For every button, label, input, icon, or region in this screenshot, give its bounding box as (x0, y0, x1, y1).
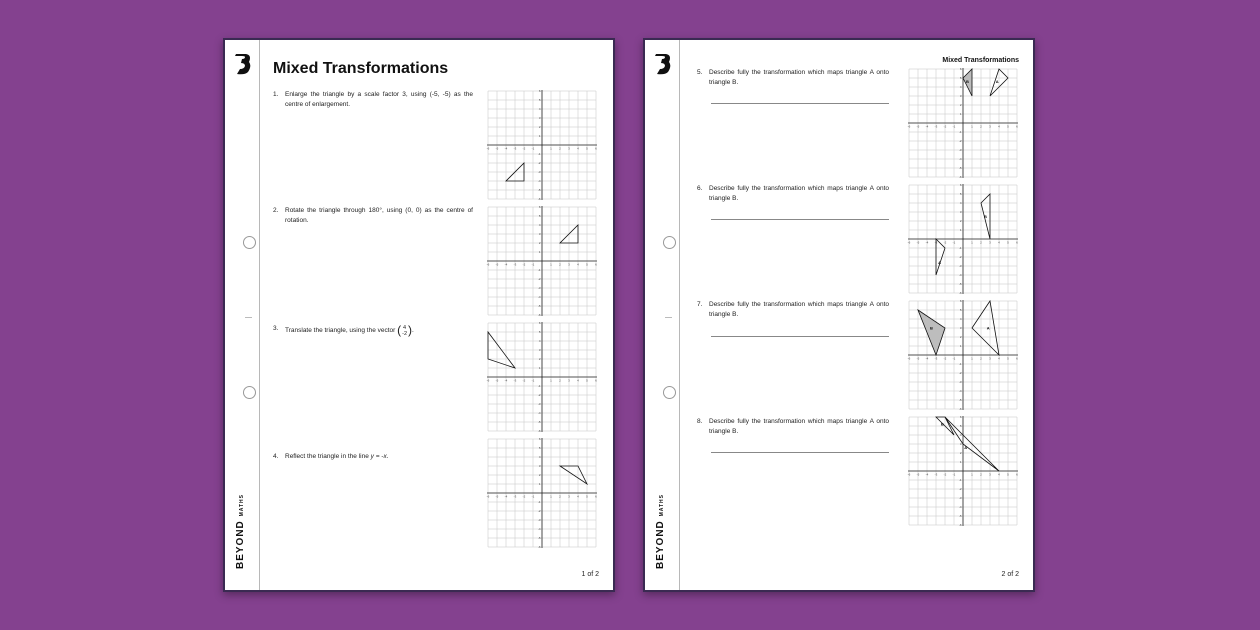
x-tick-label: -2 (522, 146, 526, 151)
y-tick-label: -2 (537, 509, 541, 513)
x-tick-label: -2 (522, 262, 526, 267)
x-tick-label: -1 (531, 494, 535, 499)
y-tick-label: -4 (537, 527, 541, 531)
y-tick-label: 3 (538, 348, 541, 352)
x-tick-label: 5 (1007, 240, 1009, 245)
coordinate-grid-2 (487, 206, 597, 316)
x-tick-label: -5 (495, 146, 499, 151)
y-tick-label: 2 (959, 103, 962, 107)
x-tick-label: -3 (934, 124, 938, 129)
y-tick-label: -2 (537, 277, 541, 281)
y-tick-label: -2 (537, 393, 541, 397)
y-tick-label: -2 (537, 161, 541, 165)
x-tick-label: -3 (934, 240, 938, 245)
y-tick-label: -6 (958, 407, 962, 411)
x-tick-label: 2 (559, 494, 561, 499)
triangle-label: B (940, 421, 944, 427)
x-tick-label: -5 (916, 240, 920, 245)
y-tick-label: -1 (537, 384, 541, 388)
y-tick-label: -1 (958, 478, 962, 482)
brand-wordmark: BEYOND MATHS (655, 494, 666, 569)
y-tick-label: -5 (958, 166, 962, 170)
y-tick-label: -4 (958, 389, 962, 393)
y-tick-label: -6 (537, 545, 541, 549)
x-tick-label: 5 (586, 146, 588, 151)
fold-mark (245, 317, 252, 318)
coordinate-grid-3 (487, 322, 597, 432)
x-tick-label: -6 (486, 262, 490, 267)
y-tick-label: 3 (959, 210, 962, 214)
x-tick-label: -5 (916, 124, 920, 129)
x-tick-label: -4 (925, 356, 929, 361)
x-tick-label: -2 (522, 494, 526, 499)
x-tick-label: 3 (989, 124, 991, 129)
x-tick-label: 4 (577, 378, 579, 383)
x-tick-label: 4 (998, 472, 1000, 477)
y-tick-label: 5 (959, 424, 962, 428)
y-tick-label: 4 (538, 339, 541, 343)
x-tick-label: -2 (943, 356, 947, 361)
x-tick-label: -2 (943, 240, 947, 245)
y-tick-label: 3 (959, 442, 962, 446)
x-tick-label: -3 (513, 262, 517, 267)
y-tick-label: 5 (959, 192, 962, 196)
y-tick-label: -5 (958, 514, 962, 518)
y-tick-label: 5 (959, 76, 962, 80)
x-tick-label: 3 (568, 146, 570, 151)
x-tick-label: -3 (513, 146, 517, 151)
x-tick-label: -2 (943, 124, 947, 129)
y-tick-label: 6 (959, 183, 962, 187)
punch-hole (243, 386, 256, 399)
x-tick-label: -5 (495, 262, 499, 267)
x-tick-label: -2 (943, 472, 947, 477)
y-tick-label: 4 (959, 201, 962, 205)
worksheet-page-2 (643, 38, 1035, 592)
y-tick-label: -6 (958, 291, 962, 295)
answer-line[interactable] (711, 452, 889, 453)
x-tick-label: 6 (595, 146, 597, 151)
beyond-logo-icon (233, 52, 253, 76)
x-tick-label: -6 (486, 494, 490, 499)
y-tick-label: -3 (958, 264, 962, 268)
x-tick-label: -3 (934, 356, 938, 361)
x-tick-label: -3 (513, 378, 517, 383)
y-tick-label: -2 (958, 255, 962, 259)
y-tick-label: 6 (538, 205, 541, 209)
triangle-label: A (964, 445, 968, 451)
y-tick-label: 2 (959, 335, 962, 339)
answer-line[interactable] (711, 336, 889, 337)
y-tick-label: -6 (537, 429, 541, 433)
x-tick-label: 3 (568, 262, 570, 267)
y-tick-label: 4 (959, 433, 962, 437)
punch-hole (663, 236, 676, 249)
y-tick-label: 6 (959, 67, 962, 71)
coordinate-grid-6 (908, 184, 1018, 294)
x-tick-label: 4 (998, 124, 1000, 129)
y-tick-label: -5 (958, 282, 962, 286)
y-tick-label: -5 (537, 188, 541, 192)
x-tick-label: 3 (989, 240, 991, 245)
x-tick-label: 5 (586, 262, 588, 267)
x-tick-label: 5 (586, 494, 588, 499)
x-tick-label: 2 (559, 146, 561, 151)
coordinate-grid-7 (908, 300, 1018, 410)
x-tick-label: -1 (531, 146, 535, 151)
x-tick-label: -6 (486, 378, 490, 383)
y-tick-label: -3 (537, 286, 541, 290)
x-tick-label: -2 (522, 378, 526, 383)
y-tick-label: 6 (959, 299, 962, 303)
answer-line[interactable] (711, 103, 889, 104)
y-tick-label: -4 (958, 157, 962, 161)
question-3: 3. Translate the triangle, using the vector ( 4 -2). (273, 323, 414, 337)
x-tick-label: 6 (1016, 472, 1018, 477)
x-tick-label: -3 (513, 494, 517, 499)
question-7: 7. Describe fully the transformation which maps triangle A onto triangle B. (697, 301, 889, 318)
x-tick-label: 6 (1016, 356, 1018, 361)
x-tick-label: 5 (586, 378, 588, 383)
x-tick-label: 6 (1016, 240, 1018, 245)
x-tick-label: 3 (989, 356, 991, 361)
y-tick-label: 1 (959, 112, 962, 116)
triangle-shape (918, 310, 945, 355)
y-tick-label: 2 (538, 125, 541, 129)
y-tick-label: -2 (958, 139, 962, 143)
y-tick-label: 3 (538, 464, 541, 468)
x-tick-label: -4 (504, 494, 508, 499)
x-tick-label: 6 (1016, 124, 1018, 129)
x-tick-label: 3 (989, 472, 991, 477)
y-tick-label: -1 (958, 246, 962, 250)
y-tick-label: 3 (959, 94, 962, 98)
x-tick-label: -1 (952, 472, 956, 477)
x-tick-label: 1 (550, 262, 552, 267)
x-tick-label: -6 (907, 240, 911, 245)
y-tick-label: 5 (959, 308, 962, 312)
x-tick-label: 5 (1007, 472, 1009, 477)
y-tick-label: 1 (959, 460, 962, 464)
y-tick-label: -4 (537, 179, 541, 183)
y-tick-label: -4 (958, 505, 962, 509)
x-tick-label: 4 (577, 146, 579, 151)
y-tick-label: 1 (538, 366, 541, 370)
y-tick-label: -3 (537, 518, 541, 522)
y-tick-label: 1 (538, 250, 541, 254)
punch-hole (243, 236, 256, 249)
question-8: 8. Describe fully the transformation which maps triangle A onto triangle B. (697, 418, 889, 435)
x-tick-label: 1 (971, 356, 973, 361)
y-tick-label: 1 (538, 134, 541, 138)
x-tick-label: 1 (971, 240, 973, 245)
x-tick-label: -5 (495, 494, 499, 499)
x-tick-label: -6 (486, 146, 490, 151)
y-tick-label: -6 (958, 523, 962, 527)
y-tick-label: 6 (538, 321, 541, 325)
y-tick-label: 2 (538, 357, 541, 361)
y-tick-label: -1 (958, 130, 962, 134)
x-tick-label: -4 (504, 262, 508, 267)
margin-line (679, 40, 680, 590)
y-tick-label: -3 (958, 496, 962, 500)
y-tick-label: 2 (959, 219, 962, 223)
triangle-label: A (938, 259, 942, 265)
y-tick-label: 4 (538, 107, 541, 111)
y-tick-label: 4 (538, 223, 541, 227)
x-tick-label: -5 (916, 472, 920, 477)
x-tick-label: -6 (907, 356, 911, 361)
y-tick-label: -1 (537, 500, 541, 504)
y-tick-label: 2 (538, 241, 541, 245)
x-tick-label: 3 (568, 378, 570, 383)
punch-hole (663, 386, 676, 399)
y-tick-label: -1 (537, 268, 541, 272)
coordinate-grid-1 (487, 90, 597, 200)
y-tick-label: 3 (538, 116, 541, 120)
y-tick-label: -2 (958, 371, 962, 375)
x-tick-label: -5 (916, 356, 920, 361)
header-title: Mixed Transformations (942, 57, 1019, 64)
question-6: 6. Describe fully the transformation which maps triangle A onto triangle B. (697, 185, 889, 202)
y-tick-label: 2 (538, 473, 541, 477)
x-tick-label: 1 (971, 124, 973, 129)
x-tick-label: -6 (907, 472, 911, 477)
x-tick-label: 5 (1007, 124, 1009, 129)
triangle-label: A (986, 325, 990, 331)
y-tick-label: -6 (537, 197, 541, 201)
y-tick-label: 4 (959, 317, 962, 321)
x-tick-label: 3 (568, 494, 570, 499)
y-tick-label: 5 (538, 446, 541, 450)
y-tick-label: -4 (537, 411, 541, 415)
x-tick-label: 2 (559, 378, 561, 383)
y-tick-label: -2 (958, 487, 962, 491)
x-tick-label: 6 (595, 494, 597, 499)
y-tick-label: -5 (537, 420, 541, 424)
x-tick-label: 1 (550, 494, 552, 499)
x-tick-label: 4 (577, 262, 579, 267)
x-tick-label: 2 (980, 240, 982, 245)
triangle-label: B (966, 79, 969, 85)
x-tick-label: 4 (998, 356, 1000, 361)
page-number: 1 of 2 (581, 571, 599, 578)
y-tick-label: -1 (958, 362, 962, 366)
x-tick-label: 2 (980, 124, 982, 129)
brand-wordmark: BEYOND MATHS (235, 494, 246, 569)
coordinate-grid-4 (487, 438, 597, 548)
triangle-label: A (995, 79, 999, 85)
y-tick-label: 2 (959, 451, 962, 455)
x-tick-label: -1 (531, 262, 535, 267)
triangle-label: B (984, 214, 987, 219)
fold-mark (665, 317, 672, 318)
y-tick-label: 1 (959, 228, 962, 232)
x-tick-label: 4 (998, 240, 1000, 245)
y-tick-label: 3 (538, 232, 541, 236)
x-tick-label: 1 (971, 472, 973, 477)
x-tick-label: 5 (1007, 356, 1009, 361)
triangle-label: B (930, 325, 933, 331)
x-tick-label: 2 (980, 472, 982, 477)
x-tick-label: 6 (595, 378, 597, 383)
y-tick-label: 4 (538, 455, 541, 459)
y-tick-label: -5 (537, 304, 541, 308)
y-tick-label: -5 (537, 536, 541, 540)
y-tick-label: -4 (537, 295, 541, 299)
x-tick-label: 6 (595, 262, 597, 267)
y-tick-label: 4 (959, 85, 962, 89)
question-4: 4. Reflect the triangle in the line y = -x. (273, 453, 389, 460)
y-tick-label: -4 (958, 273, 962, 277)
coordinate-grid-5 (908, 68, 1018, 178)
y-tick-label: 5 (538, 214, 541, 218)
y-tick-label: -6 (537, 313, 541, 317)
x-tick-label: -1 (952, 124, 956, 129)
y-tick-label: 1 (538, 482, 541, 486)
margin-line (259, 40, 260, 590)
x-tick-label: 1 (550, 146, 552, 151)
x-tick-label: -5 (495, 378, 499, 383)
y-tick-label: -1 (537, 152, 541, 156)
y-tick-label: 5 (538, 98, 541, 102)
x-tick-label: -4 (925, 472, 929, 477)
y-tick-label: 6 (538, 89, 541, 93)
x-tick-label: -4 (925, 124, 929, 129)
translation-vector: ( 4 -2) (397, 323, 413, 337)
worksheet-page-1 (223, 38, 615, 592)
y-tick-label: -3 (958, 148, 962, 152)
coordinate-grid-8 (908, 416, 1018, 526)
page-number: 2 of 2 (1001, 571, 1019, 578)
x-tick-label: -1 (531, 378, 535, 383)
question-5: 5. Describe fully the transformation which maps triangle A onto triangle B. (697, 69, 889, 86)
x-tick-label: -1 (952, 356, 956, 361)
y-tick-label: -3 (537, 402, 541, 406)
x-tick-label: -4 (925, 240, 929, 245)
y-tick-label: 1 (959, 344, 962, 348)
y-tick-label: -5 (958, 398, 962, 402)
x-tick-label: 4 (577, 494, 579, 499)
worksheet-title: Mixed Transformations (273, 60, 449, 77)
x-tick-label: 1 (550, 378, 552, 383)
y-tick-label: 6 (959, 415, 962, 419)
y-tick-label: 5 (538, 330, 541, 334)
y-tick-label: -3 (958, 380, 962, 384)
x-tick-label: -4 (504, 146, 508, 151)
question-2: 2. Rotate the triangle through 180°, using (0, 0) as the centre of rotation. (273, 207, 473, 224)
y-tick-label: 6 (538, 437, 541, 441)
beyond-logo-icon (653, 52, 673, 76)
x-tick-label: -6 (907, 124, 911, 129)
y-tick-label: 3 (959, 326, 962, 330)
x-tick-label: -1 (952, 240, 956, 245)
x-tick-label: 2 (980, 356, 982, 361)
y-tick-label: -6 (958, 175, 962, 179)
answer-line[interactable] (711, 219, 889, 220)
x-tick-label: -3 (934, 472, 938, 477)
x-tick-label: -4 (504, 378, 508, 383)
y-tick-label: -3 (537, 170, 541, 174)
question-1: 1. Enlarge the triangle by a scale factor 3, using (-5, -5) as the centre of enlargement. (273, 91, 473, 108)
x-tick-label: 2 (559, 262, 561, 267)
